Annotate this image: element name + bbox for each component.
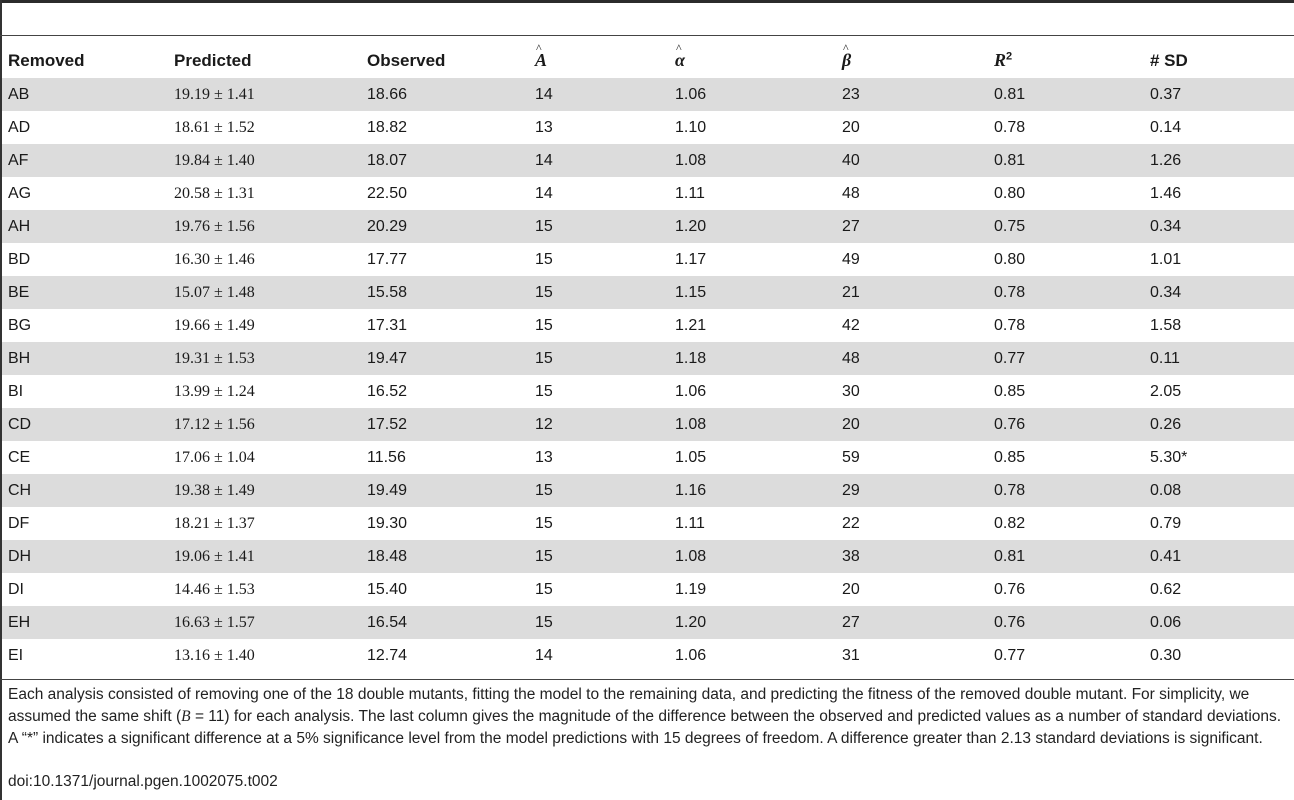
cell-beta-hat: 22 [836, 507, 988, 540]
r-symbol: R [994, 50, 1007, 70]
cell-removed: AB [2, 78, 168, 111]
cell-beta-hat: 48 [836, 342, 988, 375]
cell-beta-hat: 40 [836, 144, 988, 177]
cell-alpha-hat: 1.17 [669, 243, 836, 276]
cell-predicted: 14.46 ± 1.53 [168, 573, 361, 606]
cell-observed: 16.54 [361, 606, 529, 639]
cell-a-hat: 15 [529, 342, 669, 375]
cell-r2: 0.81 [988, 78, 1144, 111]
cell-r2: 0.78 [988, 111, 1144, 144]
cell-beta-hat: 20 [836, 111, 988, 144]
cell-predicted: 13.99 ± 1.24 [168, 375, 361, 408]
cell-a-hat: 15 [529, 243, 669, 276]
cell-a-hat: 15 [529, 210, 669, 243]
cell-alpha-hat: 1.06 [669, 639, 836, 672]
cell-a-hat: 15 [529, 507, 669, 540]
cell-observed: 11.56 [361, 441, 529, 474]
cell-removed: EI [2, 639, 168, 672]
cell-r2: 0.78 [988, 309, 1144, 342]
cell-predicted: 17.06 ± 1.04 [168, 441, 361, 474]
cell-predicted: 19.66 ± 1.49 [168, 309, 361, 342]
r2-exponent: 2 [1006, 50, 1013, 63]
cell-alpha-hat: 1.08 [669, 408, 836, 441]
cell-r2: 0.80 [988, 177, 1144, 210]
table-row [2, 408, 1294, 441]
cell-sd: 0.11 [1144, 342, 1294, 375]
col-observed: Observed [367, 50, 446, 70]
table-row [2, 177, 1294, 210]
cell-beta-hat: 31 [836, 639, 988, 672]
cell-observed: 17.52 [361, 408, 529, 441]
cell-sd: 1.46 [1144, 177, 1294, 210]
cell-a-hat: 15 [529, 309, 669, 342]
cell-a-hat: 15 [529, 375, 669, 408]
cell-sd: 1.58 [1144, 309, 1294, 342]
cell-observed: 12.74 [361, 639, 529, 672]
cell-r2: 0.77 [988, 342, 1144, 375]
cell-predicted: 18.21 ± 1.37 [168, 507, 361, 540]
cell-removed: EH [2, 606, 168, 639]
cell-removed: DF [2, 507, 168, 540]
cell-predicted: 18.61 ± 1.52 [168, 111, 361, 144]
table-row [2, 210, 1294, 243]
cell-sd: 0.41 [1144, 540, 1294, 573]
cell-predicted: 15.07 ± 1.48 [168, 276, 361, 309]
cell-alpha-hat: 1.08 [669, 144, 836, 177]
cell-sd: 1.26 [1144, 144, 1294, 177]
cell-alpha-hat: 1.16 [669, 474, 836, 507]
cell-sd: 0.34 [1144, 210, 1294, 243]
cell-observed: 15.40 [361, 573, 529, 606]
cell-r2: 0.81 [988, 144, 1144, 177]
cell-alpha-hat: 1.20 [669, 210, 836, 243]
table-row [2, 441, 1294, 474]
cell-r2: 0.81 [988, 540, 1144, 573]
cell-a-hat: 15 [529, 474, 669, 507]
cell-r2: 0.78 [988, 276, 1144, 309]
cell-a-hat: 14 [529, 78, 669, 111]
cell-observed: 19.47 [361, 342, 529, 375]
cell-beta-hat: 21 [836, 276, 988, 309]
col-removed: Removed [8, 50, 85, 70]
cell-alpha-hat: 1.11 [669, 507, 836, 540]
cell-alpha-hat: 1.18 [669, 342, 836, 375]
footnote-b-variable: B [181, 708, 191, 725]
cell-alpha-hat: 1.06 [669, 78, 836, 111]
cell-r2: 0.75 [988, 210, 1144, 243]
footnote-b-value: = 11 [190, 708, 225, 725]
table-row [2, 606, 1294, 639]
table-row [2, 276, 1294, 309]
cell-alpha-hat: 1.20 [669, 606, 836, 639]
cell-a-hat: 15 [529, 540, 669, 573]
cell-removed: BH [2, 342, 168, 375]
col-beta-hat [836, 43, 988, 78]
cell-removed: AF [2, 144, 168, 177]
cell-removed: AG [2, 177, 168, 210]
cell-observed: 17.77 [361, 243, 529, 276]
cell-observed: 18.82 [361, 111, 529, 144]
cell-beta-hat: 29 [836, 474, 988, 507]
col-sd: # SD [1150, 50, 1188, 70]
cell-observed: 16.52 [361, 375, 529, 408]
cell-a-hat: 15 [529, 573, 669, 606]
cell-observed: 19.49 [361, 474, 529, 507]
cell-removed: BD [2, 243, 168, 276]
cell-removed: AH [2, 210, 168, 243]
cell-predicted: 19.19 ± 1.41 [168, 78, 361, 111]
cell-r2: 0.78 [988, 474, 1144, 507]
table-footnote [8, 684, 1292, 750]
cell-beta-hat: 48 [836, 177, 988, 210]
table-row [2, 243, 1294, 276]
cell-beta-hat: 49 [836, 243, 988, 276]
cell-beta-hat: 23 [836, 78, 988, 111]
cell-removed: BI [2, 375, 168, 408]
cell-r2: 0.76 [988, 408, 1144, 441]
col-alpha-hat [669, 43, 836, 78]
cell-beta-hat: 30 [836, 375, 988, 408]
cell-observed: 18.66 [361, 78, 529, 111]
cell-r2: 0.85 [988, 441, 1144, 474]
cell-removed: CD [2, 408, 168, 441]
cell-r2: 0.77 [988, 639, 1144, 672]
table-row [2, 144, 1294, 177]
col-a-hat [529, 43, 669, 78]
cell-alpha-hat: 1.06 [669, 375, 836, 408]
cell-a-hat: 13 [529, 441, 669, 474]
cell-observed: 20.29 [361, 210, 529, 243]
cell-sd: 0.37 [1144, 78, 1294, 111]
cell-predicted: 13.16 ± 1.40 [168, 639, 361, 672]
cell-sd: 2.05 [1144, 375, 1294, 408]
cell-observed: 15.58 [361, 276, 529, 309]
beta-hat-symbol: ^ β [842, 50, 851, 71]
cell-removed: BG [2, 309, 168, 342]
cell-a-hat: 12 [529, 408, 669, 441]
cell-predicted: 19.76 ± 1.56 [168, 210, 361, 243]
cell-predicted: 19.06 ± 1.41 [168, 540, 361, 573]
cell-predicted: 19.84 ± 1.40 [168, 144, 361, 177]
doi-link[interactable]: doi:10.1371/journal.pgen.1002075.t002 [8, 773, 278, 790]
col-predicted: Predicted [174, 50, 252, 70]
table-row [2, 309, 1294, 342]
table-row [2, 639, 1294, 672]
cell-alpha-hat: 1.05 [669, 441, 836, 474]
cell-observed: 18.48 [361, 540, 529, 573]
cell-beta-hat: 20 [836, 408, 988, 441]
cell-removed: DH [2, 540, 168, 573]
cell-a-hat: 14 [529, 177, 669, 210]
cell-predicted: 16.30 ± 1.46 [168, 243, 361, 276]
table-row [2, 540, 1294, 573]
cell-r2: 0.80 [988, 243, 1144, 276]
cell-sd: 0.62 [1144, 573, 1294, 606]
cell-alpha-hat: 1.15 [669, 276, 836, 309]
cell-sd: 0.34 [1144, 276, 1294, 309]
table-row [2, 78, 1294, 111]
cell-alpha-hat: 1.19 [669, 573, 836, 606]
cell-beta-hat: 27 [836, 606, 988, 639]
cell-observed: 18.07 [361, 144, 529, 177]
cell-observed: 22.50 [361, 177, 529, 210]
cell-r2: 0.82 [988, 507, 1144, 540]
cell-beta-hat: 38 [836, 540, 988, 573]
table-row [2, 474, 1294, 507]
cell-r2: 0.76 [988, 606, 1144, 639]
cell-removed: DI [2, 573, 168, 606]
cell-a-hat: 15 [529, 276, 669, 309]
cell-a-hat: 14 [529, 144, 669, 177]
cell-removed: BE [2, 276, 168, 309]
cell-predicted: 20.58 ± 1.31 [168, 177, 361, 210]
table-row [2, 342, 1294, 375]
cell-removed: CE [2, 441, 168, 474]
cell-sd: 0.30 [1144, 639, 1294, 672]
cell-a-hat: 15 [529, 606, 669, 639]
footer-rule [0, 679, 1294, 680]
cell-predicted: 19.38 ± 1.49 [168, 474, 361, 507]
table-row [2, 111, 1294, 144]
cell-alpha-hat: 1.08 [669, 540, 836, 573]
cell-sd: 0.08 [1144, 474, 1294, 507]
cell-r2: 0.76 [988, 573, 1144, 606]
top-rule [0, 0, 1294, 3]
cell-alpha-hat: 1.10 [669, 111, 836, 144]
header-rule [0, 35, 1294, 36]
cell-alpha-hat: 1.11 [669, 177, 836, 210]
cell-beta-hat: 20 [836, 573, 988, 606]
results-table [2, 43, 1294, 672]
alpha-hat-symbol: ^ α [675, 50, 685, 71]
cell-beta-hat: 27 [836, 210, 988, 243]
cell-sd: 0.14 [1144, 111, 1294, 144]
cell-sd: 0.79 [1144, 507, 1294, 540]
cell-observed: 17.31 [361, 309, 529, 342]
cell-predicted: 16.63 ± 1.57 [168, 606, 361, 639]
table-row [2, 375, 1294, 408]
cell-a-hat: 13 [529, 111, 669, 144]
col-r2 [988, 43, 1144, 78]
a-hat-symbol: ^ A [535, 50, 547, 71]
cell-predicted: 19.31 ± 1.53 [168, 342, 361, 375]
table-row [2, 573, 1294, 606]
cell-a-hat: 14 [529, 639, 669, 672]
footnote-part2: ) for each analysis. The last column gives the magnitude of the difference between the observed and predicted values as a number of standard deviations. A “*” indicates a significant difference at a 5% significance level from the model predictions with 15 degrees of freedom. A difference greater than 2.13 standard deviations is significant. [8, 708, 1282, 747]
header-row [2, 43, 1294, 78]
cell-sd: 5.30* [1144, 441, 1294, 474]
cell-beta-hat: 42 [836, 309, 988, 342]
footnote-part1: Each analysis consisted of removing one of the 18 double mutants, fitting the model to the remaining data, and predicting the fitness of the removed double mutant. For simplicity, we assumed the same shift ( [8, 686, 1250, 725]
cell-observed: 19.30 [361, 507, 529, 540]
cell-removed: AD [2, 111, 168, 144]
cell-alpha-hat: 1.21 [669, 309, 836, 342]
cell-beta-hat: 59 [836, 441, 988, 474]
cell-predicted: 17.12 ± 1.56 [168, 408, 361, 441]
cell-sd: 1.01 [1144, 243, 1294, 276]
table-row [2, 507, 1294, 540]
cell-sd: 0.06 [1144, 606, 1294, 639]
cell-r2: 0.85 [988, 375, 1144, 408]
cell-sd: 0.26 [1144, 408, 1294, 441]
cell-removed: CH [2, 474, 168, 507]
